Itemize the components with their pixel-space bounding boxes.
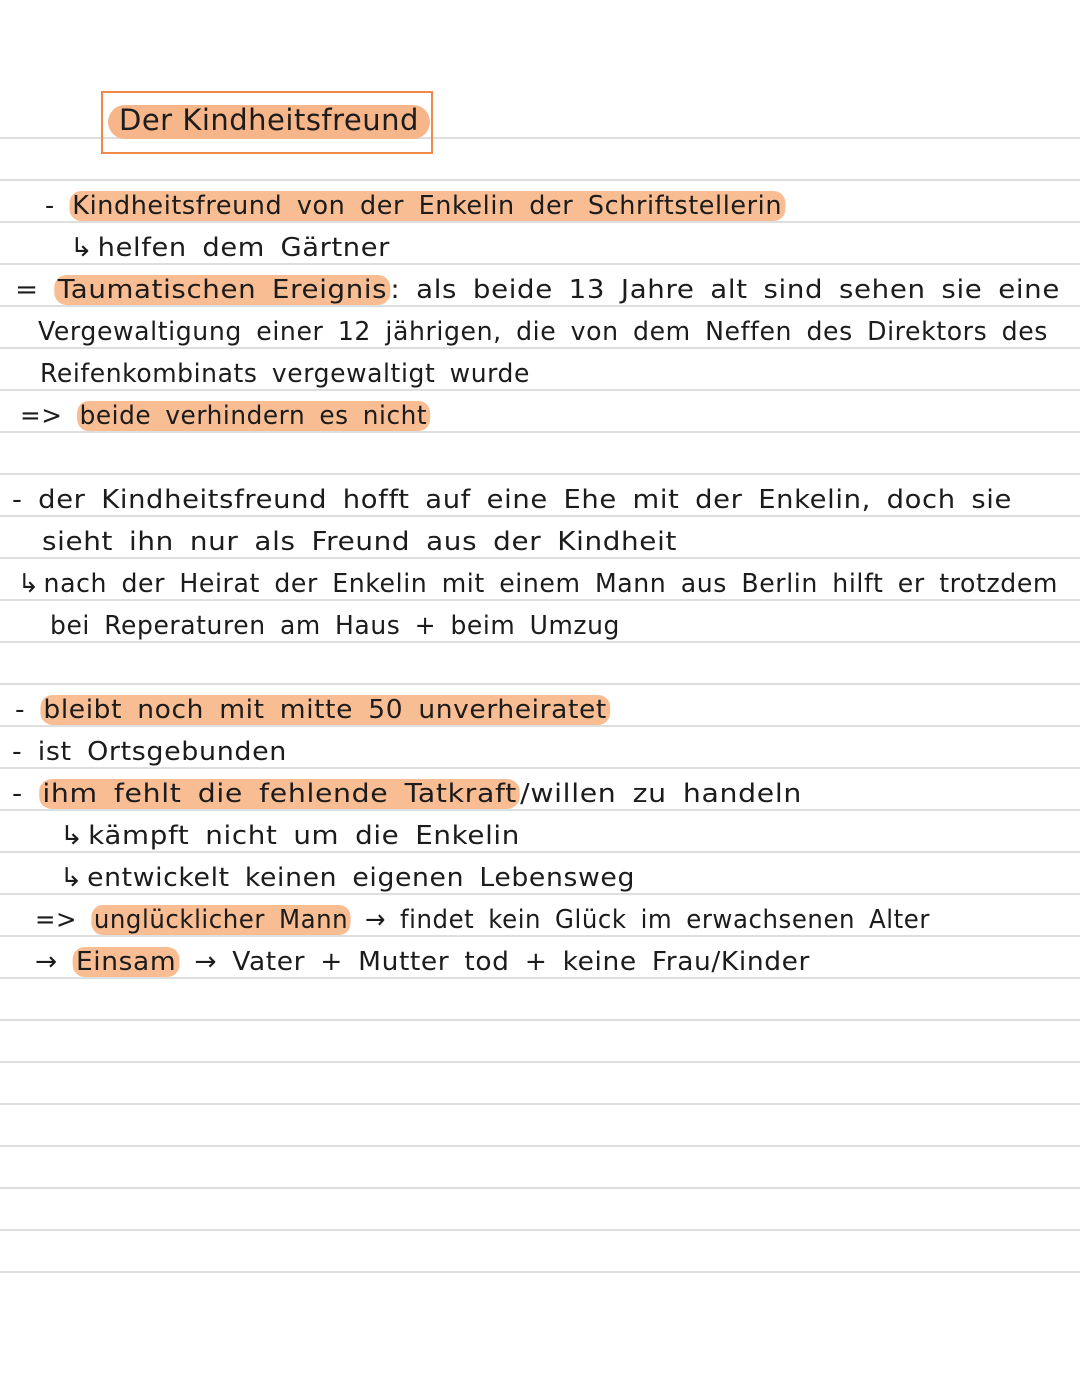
ruled-line — [0, 1103, 1080, 1105]
note-text: kämpft nicht um die Enkelin — [88, 821, 521, 851]
highlighted-text: ihm fehlt die fehlende Tatkraft — [39, 779, 520, 809]
note-line — [45, 189, 785, 223]
highlighted-text: unglücklicher Mann — [91, 905, 351, 935]
note-text: - — [45, 191, 70, 221]
ruled-line — [0, 179, 1080, 181]
ruled-line — [0, 473, 1080, 475]
note-line — [12, 483, 1012, 517]
note-text: bei Reperaturen am Haus + beim Umzug — [50, 611, 620, 641]
highlighted-text: Taumatischen Ereignis — [55, 275, 391, 305]
note-line — [18, 567, 1058, 601]
note-line — [35, 903, 930, 937]
note-line — [12, 777, 802, 811]
page-title: Der Kindheitsfreund — [119, 103, 419, 137]
note-text: - — [15, 695, 41, 725]
note-line — [60, 861, 635, 895]
ruled-line — [0, 1145, 1080, 1147]
note-text: → findet kein Glück im erwachsenen Alter — [351, 905, 930, 935]
highlighted-text: bleibt noch mit mitte 50 unverheiratet — [40, 695, 610, 725]
arrow-sub-icon: ↳ — [60, 821, 84, 851]
note-text: Vergewaltigung einer 12 jährigen, die von dem Neffen des Direktors des — [38, 317, 1048, 347]
note-text: => — [20, 401, 77, 431]
arrow-sub-icon: ↳ — [70, 233, 94, 263]
arrow-sub-icon: ↳ — [18, 569, 40, 599]
ruled-line — [0, 1229, 1080, 1231]
note-text: - ist Ortsgebunden — [12, 737, 287, 767]
note-text: → Vater + Mutter tod + keine Frau/Kinder — [179, 947, 810, 977]
ruled-line — [0, 1019, 1080, 1021]
ruled-line — [0, 1187, 1080, 1189]
ruled-line — [0, 1061, 1080, 1063]
note-line — [35, 945, 810, 979]
note-line — [42, 525, 677, 559]
title-box — [101, 91, 433, 154]
note-line — [40, 357, 530, 391]
highlighted-text: Einsam — [73, 947, 179, 977]
highlighted-text: beide verhindern es nicht — [77, 401, 430, 431]
note-text: entwickelt keinen eigenen Lebensweg — [87, 863, 635, 893]
note-line — [20, 399, 430, 433]
highlighted-text: Kindheitsfreund von der Enkelin der Schriftstellerin — [69, 191, 785, 221]
note-text: = — [15, 275, 55, 305]
note-text: Reifenkombinats vergewaltigt wurde — [40, 359, 530, 389]
note-text: /willen zu handeln — [520, 779, 802, 809]
note-text: helfen dem Gärtner — [97, 233, 390, 263]
note-text: nach der Heirat der Enkelin mit einem Mann aus Berlin hilft er trotzdem — [43, 569, 1058, 599]
arrow-sub-icon: ↳ — [60, 863, 83, 893]
note-text: - — [12, 779, 40, 809]
note-text: sieht ihn nur als Freund aus der Kindheit — [42, 527, 677, 557]
note-line — [15, 273, 1060, 307]
ruled-line — [0, 683, 1080, 685]
note-line — [15, 693, 610, 727]
note-line — [60, 819, 520, 853]
note-line — [50, 609, 620, 643]
note-text: : als beide 13 Jahre alt sind sehen sie eine — [390, 275, 1060, 305]
note-text: => — [35, 905, 92, 935]
ruled-line — [0, 1271, 1080, 1273]
note-line — [70, 231, 390, 265]
note-text: - der Kindheitsfreund hofft auf eine Ehe mit der Enkelin, doch sie — [12, 485, 1012, 515]
note-text: → — [35, 947, 73, 977]
note-line — [38, 315, 1048, 349]
note-line — [12, 735, 287, 769]
